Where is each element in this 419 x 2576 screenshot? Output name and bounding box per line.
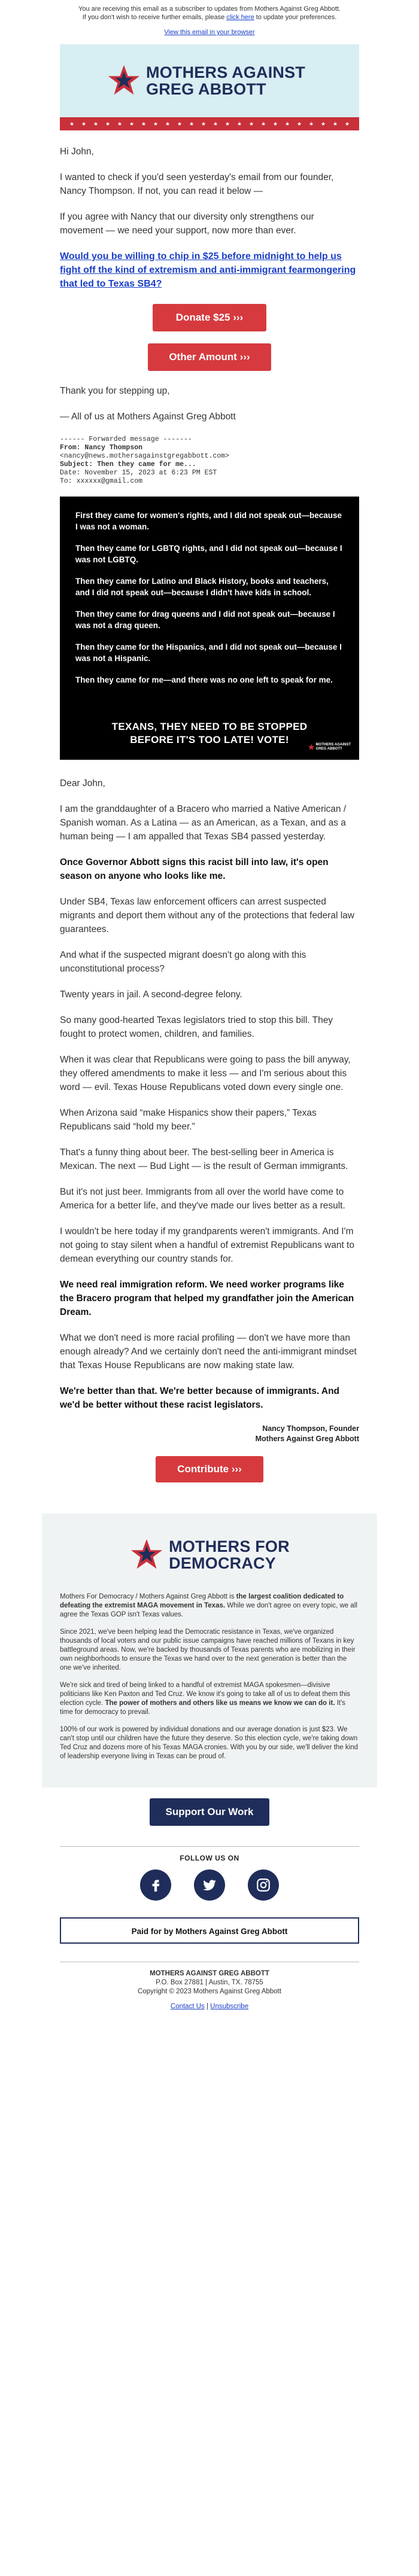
donate-ask-link[interactable]: Would you be willing to chip in $25 before midnight to help us fight off the kind of extremism and anti-immigrant fearmongering that led to Texas SB4? (60, 251, 356, 289)
intro-section (60, 145, 359, 291)
letter-paragraph-bold: We're better than that. We're better because of immigrants. And we'd be better without these racist legislators. (60, 1386, 340, 1410)
intro-greeting: Hi John, (60, 147, 94, 157)
poem-line: Then they came for drag queens and I did not speak out—because I was not a drag queen. (75, 610, 335, 630)
star-stripe: ★ ★ ★ ★ ★ ★ ★ ★ ★ ★ ★ ★ ★ ★ ★ ★ ★ ★ ★ ★ ★ ★ ★ ★ (60, 117, 359, 130)
letter-paragraph: I wouldn't be here today if my grandparents weren't immigrants. And I'm not going to stay silent when a handful of extremist Republicans want to demean everything our country stands for. (60, 1226, 354, 1264)
header-logo (107, 63, 305, 98)
preheader-line1: You are receiving this email as a subscriber to updates from Mothers Against Greg Abbott. (78, 5, 341, 13)
letter-paragraph: When it was clear that Republicans were going to pass the bill anyway, they offered amendments to make it less — and I'm serious about this word — evil. Texas House Republicans voted down every single one. (60, 1055, 351, 1092)
footer-copyright: Copyright © 2023 Mothers Against Greg Abbott (138, 1988, 281, 1995)
forwarded-from: From: Nancy Thompson (60, 444, 143, 452)
signoff-text: — All of us at Mothers Against Greg Abbott (60, 412, 236, 422)
facebook-icon[interactable] (140, 1869, 171, 1901)
forwarded-from-email: <nancy@news.mothersagainstgregabbott.com> (60, 452, 229, 460)
forwarded-date: Date: November 15, 2023 at 6:23 PM EST (60, 469, 217, 477)
star-icon (107, 63, 141, 98)
about-paragraph: Mothers For Democracy / Mothers Against Greg Abbott is the largest coalition dedicated to defeating the extremist MAGA movement in Texas. While we don't agree on every topic, we all agree the Texas GOP isn't Texas values. (60, 1593, 357, 1618)
poem-line: Then they came for me—and there was no one left to speak for me. (75, 675, 333, 684)
footer-org-name: MOTHERS AGAINST GREG ABBOTT (150, 1970, 269, 1977)
twitter-icon[interactable] (194, 1869, 225, 1901)
unsubscribe-click-here-link[interactable]: click here (226, 14, 254, 21)
poem-line: First they came for women's rights, and I did not speak out—because I was not a woman. (75, 511, 342, 531)
letter-paragraph: I am the granddaughter of a Bracero who married a Native American / Spanish woman. As a Latina — as an American, as a Texan, and as a human being — I am appalled that Texas SB4 passed yesterday. (60, 804, 347, 842)
view-in-browser-link[interactable]: View this email in your browser (164, 29, 255, 36)
star-icon (308, 744, 315, 751)
signoff-section (60, 384, 359, 424)
poem-banner-text: TEXANS, THEY NEED TO BE STOPPED BEFORE IT'S TOO LATE! VOTE! (111, 721, 308, 745)
view-in-browser (0, 29, 419, 36)
poem-line: Then they came for the Hispanics, and I did not speak out—because I was not a Hispanic. (75, 643, 342, 663)
forwarded-divider: ------ Forwarded message ------- (60, 436, 192, 443)
poem-mini-logo: MOTHERS AGAINST GREG ABBOTT (308, 743, 351, 751)
star-icon (129, 1537, 164, 1572)
unsubscribe-link[interactable]: Unsubscribe (210, 2003, 249, 2010)
letter-paragraph: Under SB4, Texas law enforcement officers can arrest suspected migrants and deport them without any of the protections that federal law guarantees. (60, 897, 354, 934)
follow-us-title: FOLLOW US ON (180, 1854, 239, 1862)
letter-paragraph: That's a funny thing about beer. The best-selling beer in America is Mexican. The next — Bud Light — is the result of German immigrants. (60, 1147, 348, 1171)
header-logo-text: MOTHERS AGAINST GREG ABBOTT (146, 63, 305, 98)
about-section (42, 1514, 377, 1788)
signature: Nancy Thompson, Founder Mothers Against Greg Abbott (255, 1424, 359, 1443)
footer (0, 1969, 419, 2011)
thanks-text: Thank you for stepping up, (60, 386, 170, 396)
letter-section (60, 777, 359, 1444)
forwarded-to: To: xxxxxx@gmail.com (60, 477, 143, 485)
letter-paragraph: So many good-hearted Texas legislators tried to stop this bill. They fought to protect women, children, and families. (60, 1015, 333, 1039)
poem-line: Then they came for Latino and Black History, books and teachers, and I did not speak out—because I didn't have kids in school. (75, 577, 329, 597)
about-paragraph: Since 2021, we've been helping lead the Democratic resistance in Texas, we've organized thousands of local voters and our public issue campaigns have reached millions of Texans in key battleground areas. Now, we're backed by thousands of Texas parents who are mobilizing in their own neighborhoods to ensure the Texas we hand over to the next generation is better than the one we've inherited. (60, 1628, 356, 1671)
contact-us-link[interactable]: Contact Us (170, 2003, 205, 2010)
letter-paragraph: But it's not just beer. Immigrants from all over the world have come to America for a better life, and they've made our lives better as a result. (60, 1187, 345, 1211)
letter-paragraph-bold: Once Governor Abbott signs this racist bill into law, it's open season on anyone who looks like me. (60, 857, 329, 881)
about-paragraph: We're sick and tired of being linked to a handful of extremist MAGA spokesmen—divisive politicians like Ken Paxton and Ted Cruz. We know it's going to take all of us to defeat them this election cycle. The power of mothers and others like us means we know we can do it. It's time for democracy to prevail. (60, 1682, 351, 1716)
letter-paragraph: When Arizona said “make Hispanics show their papers,” Texas Republicans said “hold my beer.” (60, 1108, 317, 1132)
letter-paragraph: Twenty years in jail. A second-degree felony. (60, 989, 242, 1000)
footer-links: Contact Us | Unsubscribe (170, 2003, 249, 2010)
support-our-work-button[interactable]: Support Our Work (150, 1798, 269, 1826)
poem-image (60, 497, 359, 760)
paid-for-box: Paid for by Mothers Against Greg Abbott (60, 1917, 359, 1944)
intro-paragraph-2: If you agree with Nancy that our diversity only strengthens our movement — we need your support, now more than ever. (60, 212, 314, 236)
other-amount-button[interactable]: Other Amount ››› (148, 343, 271, 371)
about-paragraph: 100% of our work is powered by individual donations and our average donation is just $23. We can't stop until our children have the future they deserve. So this election cycle, we're taking down Ted Cruz and dozens more of his Texas MAGA cronies. With you by our side, we'll deliver the kind of leadership everyone living in Texas can be proud of. (60, 1726, 358, 1760)
letter-greeting: Dear John, (60, 778, 105, 788)
forwarded-subject: Subject: Then they came for me... (60, 461, 196, 468)
contribute-button[interactable]: Contribute ››› (156, 1456, 263, 1482)
header-banner (60, 44, 359, 130)
forwarded-header (60, 436, 359, 486)
letter-paragraph-bold: We need real immigration reform. We need worker programs like the Bracero program that helped my grandfather join the American Dream. (60, 1280, 354, 1317)
letter-paragraph: And what if the suspected migrant doesn't go along with this unconstitutional process? (60, 950, 306, 974)
instagram-icon[interactable] (248, 1869, 279, 1901)
preheader (0, 0, 419, 22)
about-logo-text: MOTHERS FOR DEMOCRACY (169, 1537, 290, 1572)
about-logo (60, 1537, 359, 1572)
social-icons (0, 1869, 419, 1901)
preheader-line2: If you don't wish to receive further emails, please click here to update your preferences. (82, 14, 337, 21)
intro-paragraph-1: I wanted to check if you'd seen yesterday's email from our founder, Nancy Thompson. If not, you can read it below — (60, 172, 334, 196)
footer-address: P.O. Box 27881 | Austin, TX. 78755 (156, 1979, 263, 1986)
poem-line: Then they came for LGBTQ rights, and I did not speak out—because I was not LGBTQ. (75, 544, 342, 564)
donate-25-button[interactable]: Donate $25 ››› (153, 304, 266, 331)
letter-paragraph: What we don't need is more racial profiling — don't we have more than enough already? And we certainly don't need the anti-immigrant mindset that Texas House Republicans are now making state law. (60, 1333, 357, 1371)
